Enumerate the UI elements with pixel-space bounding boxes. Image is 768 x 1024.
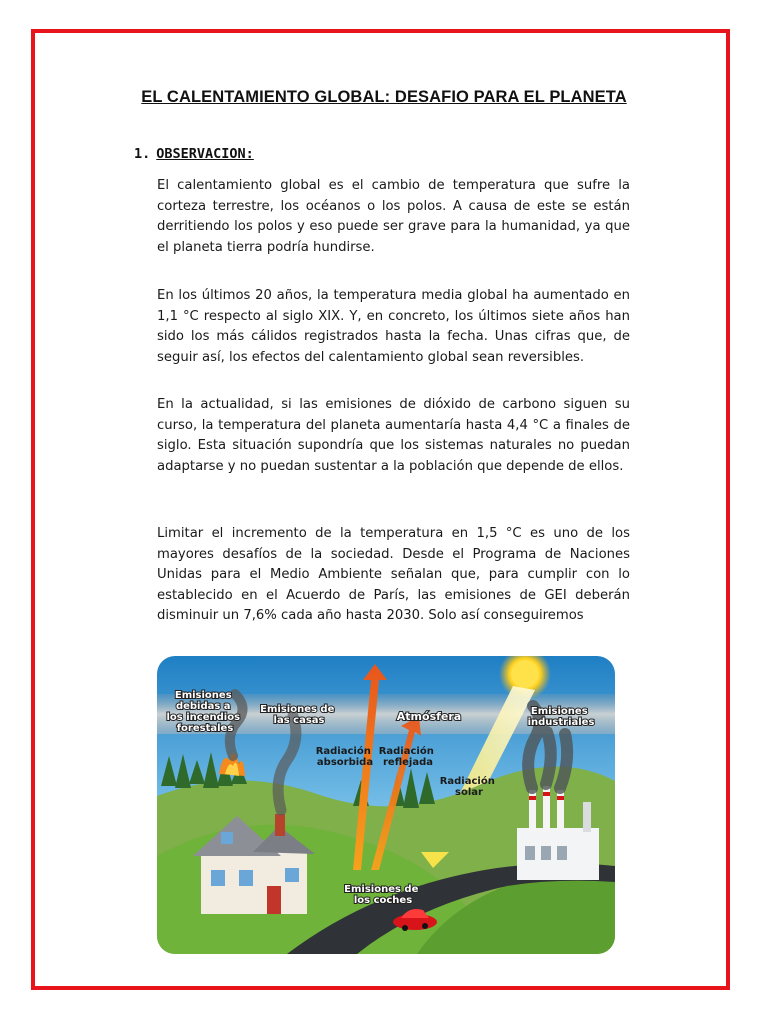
label-industrial-emissions: Emisiones industriales (527, 706, 595, 728)
label-atmosphere: Atmósfera (396, 710, 462, 723)
paragraph-4: Limitar el incremento de la temperatura en 1,5 °C es uno de los mayores desafíos de la sociedad. Desde el Programa de Naciones Unidas para el Medio Ambiente señalan que, para cumplir con lo establecido en el Acuerdo de París, las emisiones de GEI deberán disminuir un 7,6% cada año hasta 2030. Solo así conseguiremos (157, 526, 630, 623)
label-absorbed-radiation: Radiación absorbida (315, 746, 374, 768)
label-reflected-radiation: Radiación reflejada (378, 746, 434, 768)
paragraph-3: En la actualidad, si las emisiones de dióxido de carbono siguen su curso, la temperatura del planeta aumentaría hasta 4,4 °C a finales de siglo. Esta situación supondría que los sistemas naturales no puedan adaptarse y no puedan sustentar a la población que depende de ellos. (157, 397, 630, 474)
section-label: OBSERVACION: (156, 146, 254, 162)
section-heading (134, 146, 254, 162)
label-solar-radiation: Radiación solar (439, 776, 495, 798)
illustration-svg (157, 656, 615, 954)
document-title: EL CALENTAMIENTO GLOBAL: DESAFIO PARA EL PLANETA (141, 88, 627, 106)
paragraph-2: En los últimos 20 años, la temperatura media global ha aumentado en 1,1 °C respecto al siglo XIX. Y, en concreto, los últimos siete años han sido los más cálidos registrados hasta la fecha. Unas cifras que, de seguir así, los efectos del calentamiento global sean reversibles. (157, 288, 630, 365)
paragraph-1: El calentamiento global es el cambio de temperatura que sufre la corteza terrestre, los océanos o los polos. A causa de este se están derritiendo los polos y eso puede ser grave para la humanidad, ya que el planeta tierra podría hundirse. (157, 178, 630, 255)
greenhouse-effect-illustration (157, 656, 615, 954)
section-number: 1. (134, 146, 151, 162)
label-forest-emissions: Emisiones debidas a los incendios forestales (166, 690, 241, 734)
label-car-emissions: Emisiones de los coches (344, 884, 419, 906)
label-house-emissions: Emisiones de las casas (260, 704, 335, 726)
